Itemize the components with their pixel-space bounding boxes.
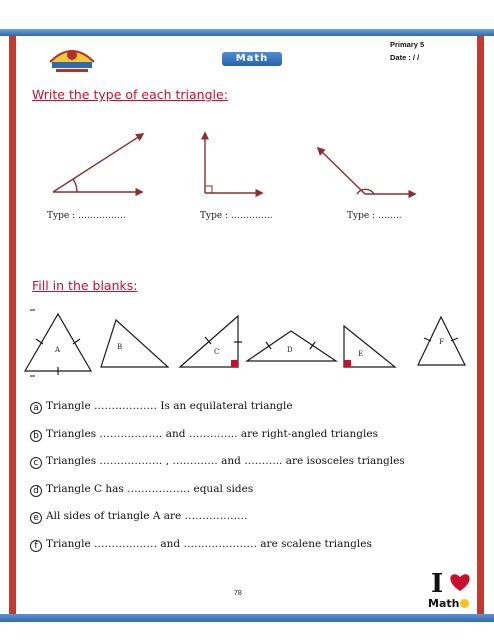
date-label: Date : / / [390,53,420,62]
blank-item-c [30,455,405,469]
bullet-c: c [30,457,42,469]
blank-text-f: Triangle ……………… and ………………… are scalene triangles [46,538,372,550]
triangle-label-f: F [439,338,444,346]
triangle-label-b: B [117,343,123,351]
type-label-2: Type : ………….. [200,211,273,221]
blank-text-b: Triangles ……………… and ………….. are right-angled triangles [46,428,378,440]
blank-text-c: Triangles ……………… , …………. and ……….. are isosceles triangles [46,455,405,467]
bullet-b: b [30,430,42,442]
page-number: 78 [234,590,242,597]
blank-item-e [30,510,248,524]
blank-item-d [30,483,253,497]
bullet-d: d [30,485,42,497]
smiley-icon [460,599,469,608]
triangle-label-c: C [214,348,220,356]
bullet-a: a [30,402,42,414]
brand-math [428,597,469,610]
section2-heading: Fill in the blanks: [32,278,138,293]
triangle-label-d: D [287,346,293,354]
type-label-3: Type : …….. [347,211,402,221]
triangle-e [344,326,395,367]
type-label-1: Type : ……………. [47,211,126,221]
blank-text-d: Triangle C has ……………… equal sides [46,483,254,495]
blank-item-f [30,538,372,552]
triangle-label-a: A [55,346,61,354]
triangle-b [101,320,168,367]
brand-i: I [431,569,444,599]
blank-text-a: Triangle ……………… Is an equilateral triangle [46,400,293,412]
bullet-f: f [30,540,42,552]
triangle-label-e: E [358,350,364,358]
subject-banner: Math [222,52,282,66]
bullet-e: e [30,512,42,524]
section1-heading: Write the type of each triangle: [32,87,228,102]
heart-icon [449,572,471,592]
grade-label: Primary 5 [390,40,425,49]
brand-math-text: Math [428,597,460,610]
triangle-a [25,314,91,371]
blank-text-e: All sides of triangle A are ……………… [46,510,248,522]
blank-item-a [30,400,293,414]
blank-item-b [30,428,378,442]
